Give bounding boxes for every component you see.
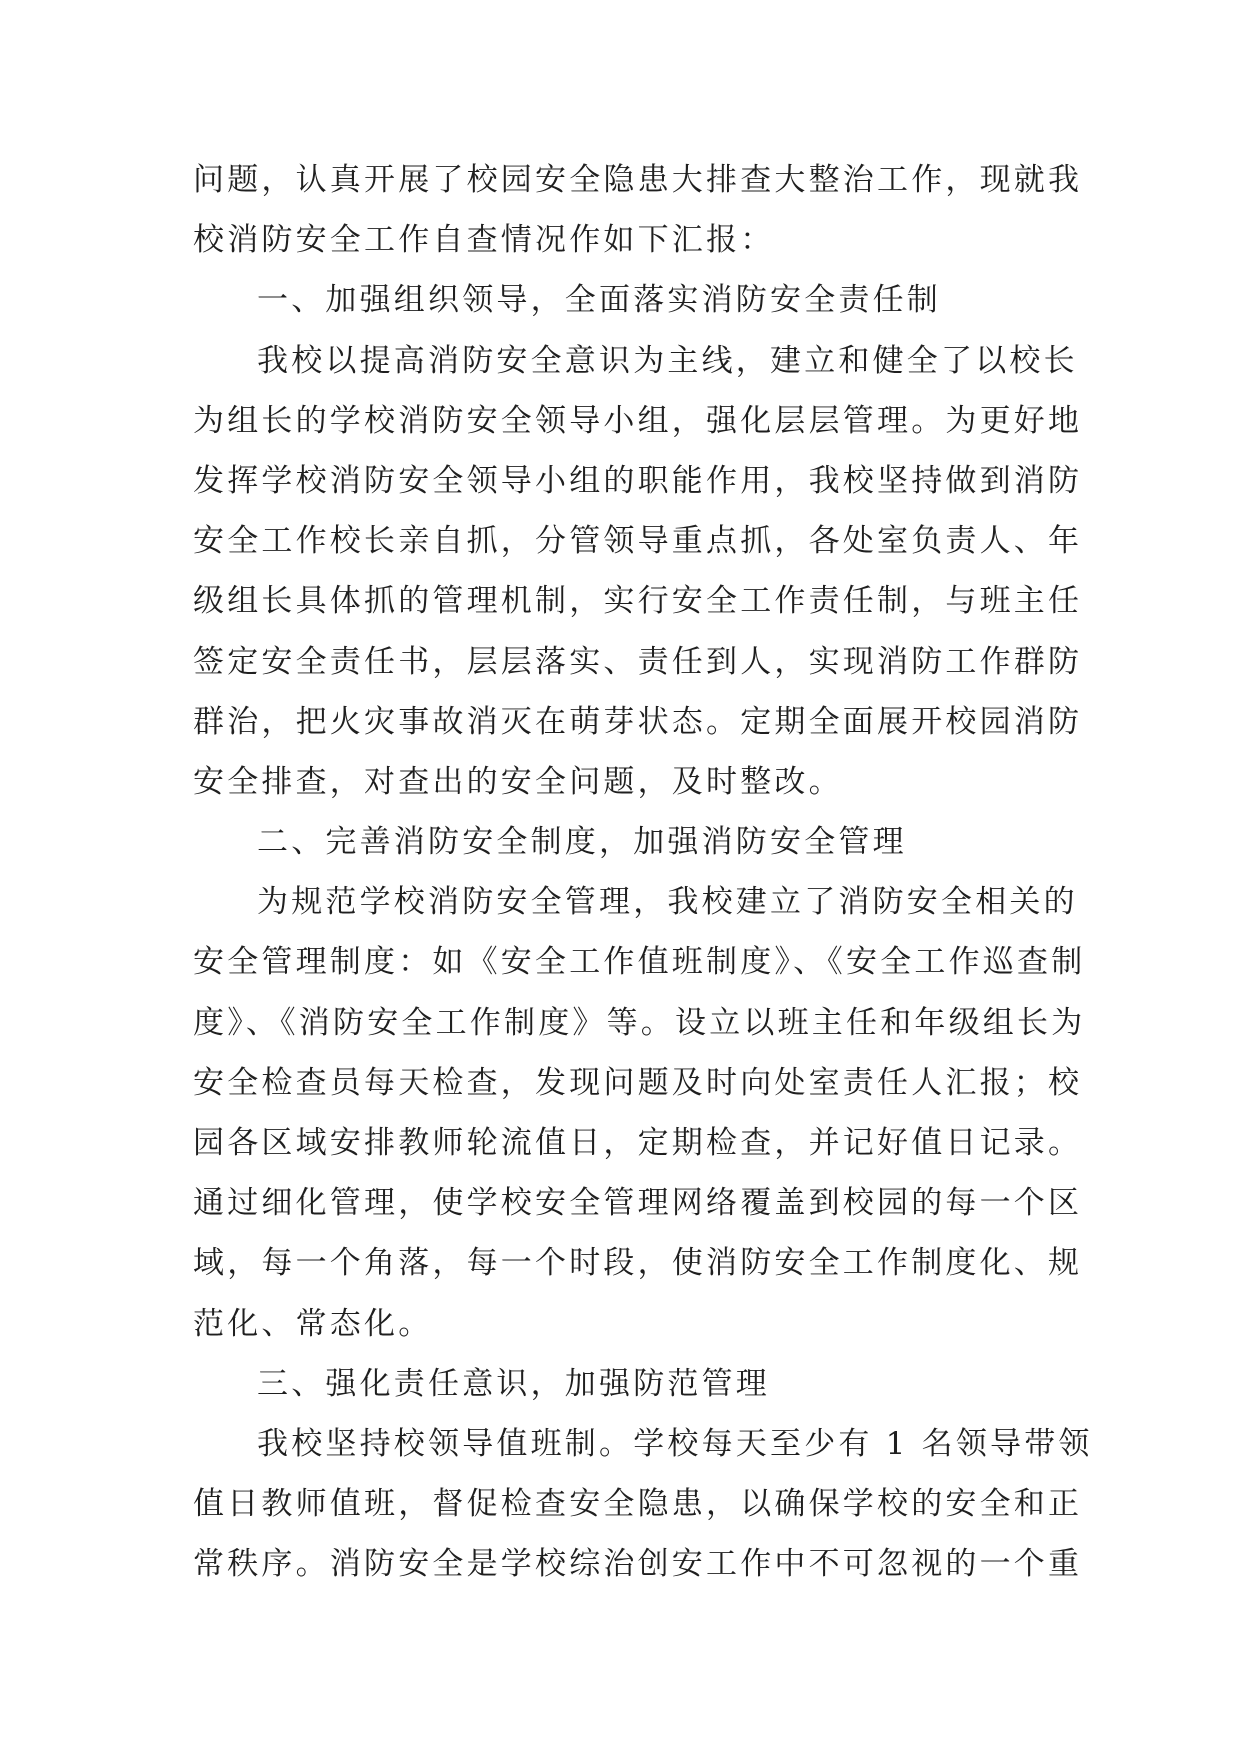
section-heading-2: 二、完善消防安全制度，加强消防安全管理 [257,824,907,861]
text-line: 园各区域安排教师轮流值日，定期检查，并记好值日记录。 [193,1125,1083,1161]
text-line: 安全管理制度：如《安全工作值班制度》、《安全工作巡查制 [193,944,1086,981]
text-line: 范化、常态化。 [193,1305,433,1342]
section-heading-3: 三、强化责任意识，加强防范管理 [257,1365,770,1402]
text-line: 安全排查，对查出的安全问题，及时整改。 [193,763,843,800]
text-line: 签定安全责任书，层层落实、责任到人，实现消防工作群防 [193,643,1083,680]
section-heading-1: 一、加强组织领导，全面落实消防安全责任制 [257,282,941,319]
text-line: 常秩序。消防安全是学校综治创安工作中不可忽视的一个重 [193,1546,1083,1583]
text-line: 安全工作校长亲自抓，分管领导重点抓，各处室负责人、年 [193,523,1083,560]
text-line: 度》、《消防安全工作制度》等。设立以班主任和年级组长为 [193,1004,1086,1041]
text-line: 发挥学校消防安全领导小组的职能作用，我校坚持做到消防 [193,462,1083,499]
text-line: 群治，把火灾事故消灭在萌芽状态。定期全面展开校园消防 [193,703,1083,740]
text-line: 我校以提高消防安全意识为主线，建立和健全了以校长 [257,342,1078,379]
text-line: 问题，认真开展了校园安全隐患大排查大整治工作，现就我 [193,162,1083,198]
text-line: 通过细化管理，使学校安全管理网络覆盖到校园的每一个区 [193,1185,1083,1222]
text-line: 级组长具体抓的管理机制，实行安全工作责任制，与班主任 [193,583,1083,620]
text-line: 值日教师值班，督促检查安全隐患，以确保学校的安全和正 [193,1486,1083,1523]
text-line: 校消防安全工作自查情况作如下汇报： [193,222,775,259]
text-line: 我校坚持校领导值班制。学校每天至少有 1 名领导带领 [257,1425,1093,1462]
text-line: 为组长的学校消防安全领导小组，强化层层管理。为更好地 [193,402,1083,439]
text-line: 为规范学校消防安全管理，我校建立了消防安全相关的 [257,884,1078,921]
document-page [193,150,1093,1595]
text-line: 安全检查员每天检查，发现问题及时向处室责任人汇报；校 [193,1064,1083,1101]
text-line: 域，每一个角落，每一个时段，使消防安全工作制度化、规 [193,1245,1083,1282]
